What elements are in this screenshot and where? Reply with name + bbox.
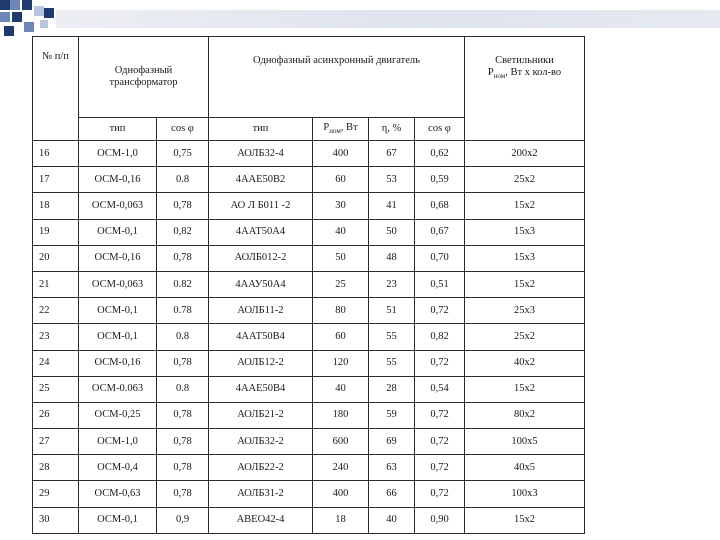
header-motor-power-unit: , Вт bbox=[340, 122, 358, 134]
table-row bbox=[33, 429, 585, 455]
cell-motor-cos: 0,62 bbox=[415, 141, 465, 167]
cell-num: 16 bbox=[33, 141, 79, 167]
cell-transformer-cos: 0.78 bbox=[157, 298, 209, 324]
table-row bbox=[33, 298, 585, 324]
cell-motor-type: АОЛБ31-2 bbox=[209, 481, 313, 507]
cell-lamps: 100х3 bbox=[465, 481, 585, 507]
cell-motor-eta: 41 bbox=[369, 193, 415, 219]
header-tr-type: тип bbox=[79, 118, 157, 141]
cell-motor-power: 120 bbox=[313, 350, 369, 376]
header-lamps-p: P bbox=[487, 67, 494, 79]
header-motor-cos: cos φ bbox=[415, 118, 465, 141]
cell-motor-type: АВЕО42-4 bbox=[209, 507, 313, 533]
cell-lamps: 40х5 bbox=[465, 455, 585, 481]
cell-motor-power: 50 bbox=[313, 245, 369, 271]
cell-motor-type: 4ААЕ50В4 bbox=[209, 376, 313, 402]
cell-motor-power: 80 bbox=[313, 298, 369, 324]
deco-square bbox=[12, 12, 22, 22]
cell-transformer-type: ОСМ-0,4 bbox=[79, 455, 157, 481]
table-row bbox=[33, 376, 585, 402]
cell-motor-power: 40 bbox=[313, 219, 369, 245]
cell-lamps: 25х2 bbox=[465, 324, 585, 350]
cell-motor-type: АОЛБ22-2 bbox=[209, 455, 313, 481]
table-body bbox=[33, 141, 585, 534]
cell-num: 28 bbox=[33, 455, 79, 481]
cell-motor-eta: 69 bbox=[369, 429, 415, 455]
cell-motor-type: АОЛБ12-2 bbox=[209, 350, 313, 376]
cell-motor-cos: 0,68 bbox=[415, 193, 465, 219]
cell-motor-power: 60 bbox=[313, 324, 369, 350]
table-row bbox=[33, 193, 585, 219]
cell-num: 30 bbox=[33, 507, 79, 533]
cell-motor-power: 400 bbox=[313, 141, 369, 167]
cell-transformer-type: ОСМ-0,063 bbox=[79, 271, 157, 297]
table-row bbox=[33, 271, 585, 297]
cell-motor-eta: 55 bbox=[369, 350, 415, 376]
cell-num: 17 bbox=[33, 167, 79, 193]
cell-motor-power: 60 bbox=[313, 167, 369, 193]
cell-lamps: 15х2 bbox=[465, 271, 585, 297]
cell-motor-cos: 0,72 bbox=[415, 481, 465, 507]
table-row bbox=[33, 350, 585, 376]
table-row bbox=[33, 167, 585, 193]
cell-transformer-type: ОСМ-0,16 bbox=[79, 245, 157, 271]
cell-motor-type: АОЛБ21-2 bbox=[209, 402, 313, 428]
cell-motor-type: АОЛБ32-4 bbox=[209, 141, 313, 167]
cell-transformer-type: ОСМ-0,16 bbox=[79, 350, 157, 376]
cell-transformer-cos: 0,78 bbox=[157, 245, 209, 271]
cell-motor-power: 180 bbox=[313, 402, 369, 428]
cell-motor-eta: 48 bbox=[369, 245, 415, 271]
cell-transformer-type: ОСМ-1,0 bbox=[79, 429, 157, 455]
cell-motor-type: АОЛБ11-2 bbox=[209, 298, 313, 324]
deco-square bbox=[44, 8, 54, 18]
cell-transformer-cos: 0,78 bbox=[157, 481, 209, 507]
cell-motor-cos: 0,59 bbox=[415, 167, 465, 193]
cell-lamps: 15х3 bbox=[465, 219, 585, 245]
cell-transformer-cos: 0,78 bbox=[157, 429, 209, 455]
cell-lamps: 25х3 bbox=[465, 298, 585, 324]
cell-transformer-type: ОСМ-0,1 bbox=[79, 298, 157, 324]
cell-transformer-type: ОСМ-0,1 bbox=[79, 324, 157, 350]
cell-transformer-type: ОСМ-0.063 bbox=[79, 376, 157, 402]
deco-square bbox=[10, 0, 20, 10]
header-num: № п/п bbox=[33, 37, 79, 141]
cell-num: 20 bbox=[33, 245, 79, 271]
table-row bbox=[33, 481, 585, 507]
cell-num: 27 bbox=[33, 429, 79, 455]
deco-square bbox=[40, 20, 48, 28]
cell-transformer-cos: 0,78 bbox=[157, 402, 209, 428]
cell-transformer-type: ОСМ-0,25 bbox=[79, 402, 157, 428]
cell-transformer-type: ОСМ-0,16 bbox=[79, 167, 157, 193]
cell-transformer-type: ОСМ-0,63 bbox=[79, 481, 157, 507]
table-row bbox=[33, 324, 585, 350]
header-motor: Однофазный асинхронный двигатель bbox=[209, 37, 465, 118]
table-row bbox=[33, 455, 585, 481]
cell-motor-power: 18 bbox=[313, 507, 369, 533]
header-row-top bbox=[33, 37, 585, 118]
cell-transformer-cos: 0.8 bbox=[157, 376, 209, 402]
table-row bbox=[33, 402, 585, 428]
cell-motor-power: 40 bbox=[313, 376, 369, 402]
cell-motor-type: 4ААУ50А4 bbox=[209, 271, 313, 297]
table-row bbox=[33, 219, 585, 245]
cell-motor-eta: 28 bbox=[369, 376, 415, 402]
cell-transformer-type: ОСМ-0,063 bbox=[79, 193, 157, 219]
cell-lamps: 40х2 bbox=[465, 350, 585, 376]
cell-motor-power: 240 bbox=[313, 455, 369, 481]
cell-transformer-type: ОСМ-0,1 bbox=[79, 507, 157, 533]
cell-motor-eta: 51 bbox=[369, 298, 415, 324]
header-motor-power-sub: ном bbox=[329, 127, 341, 136]
slide-decoration bbox=[0, 0, 720, 40]
cell-lamps: 15х2 bbox=[465, 193, 585, 219]
cell-motor-cos: 0,72 bbox=[415, 455, 465, 481]
variants-table bbox=[32, 36, 585, 534]
cell-motor-cos: 0,72 bbox=[415, 429, 465, 455]
cell-motor-eta: 63 bbox=[369, 455, 415, 481]
header-motor-power bbox=[313, 118, 369, 141]
deco-square bbox=[22, 0, 32, 10]
table-row bbox=[33, 245, 585, 271]
cell-transformer-cos: 0,78 bbox=[157, 455, 209, 481]
cell-motor-cos: 0,67 bbox=[415, 219, 465, 245]
cell-motor-cos: 0,72 bbox=[415, 350, 465, 376]
cell-motor-eta: 23 bbox=[369, 271, 415, 297]
cell-motor-cos: 0,72 bbox=[415, 298, 465, 324]
cell-motor-type: 4ААТ50А4 bbox=[209, 219, 313, 245]
cell-num: 26 bbox=[33, 402, 79, 428]
cell-motor-eta: 55 bbox=[369, 324, 415, 350]
cell-lamps: 15х3 bbox=[465, 245, 585, 271]
cell-transformer-cos: 0,75 bbox=[157, 141, 209, 167]
cell-motor-cos: 0,54 bbox=[415, 376, 465, 402]
cell-motor-power: 400 bbox=[313, 481, 369, 507]
cell-num: 24 bbox=[33, 350, 79, 376]
cell-transformer-cos: 0,82 bbox=[157, 219, 209, 245]
cell-motor-cos: 0,90 bbox=[415, 507, 465, 533]
cell-num: 22 bbox=[33, 298, 79, 324]
cell-transformer-cos: 0,78 bbox=[157, 350, 209, 376]
cell-transformer-cos: 0,9 bbox=[157, 507, 209, 533]
header-motor-power-p: P bbox=[323, 122, 330, 134]
header-lamps bbox=[465, 37, 585, 141]
cell-motor-power: 25 bbox=[313, 271, 369, 297]
cell-transformer-type: ОСМ-0,1 bbox=[79, 219, 157, 245]
cell-transformer-cos: 0.82 bbox=[157, 271, 209, 297]
cell-motor-eta: 66 bbox=[369, 481, 415, 507]
cell-motor-cos: 0,72 bbox=[415, 402, 465, 428]
cell-lamps: 100х5 bbox=[465, 429, 585, 455]
table-row bbox=[33, 507, 585, 533]
cell-num: 23 bbox=[33, 324, 79, 350]
header-tr-cos: cos φ bbox=[157, 118, 209, 141]
cell-motor-type: 4ААТ50В4 bbox=[209, 324, 313, 350]
deco-square bbox=[24, 22, 34, 32]
cell-motor-type: АО Л Б011 -2 bbox=[209, 193, 313, 219]
deco-square bbox=[34, 6, 44, 16]
cell-num: 25 bbox=[33, 376, 79, 402]
cell-num: 21 bbox=[33, 271, 79, 297]
header-motor-eta: η, % bbox=[369, 118, 415, 141]
cell-motor-eta: 40 bbox=[369, 507, 415, 533]
cell-transformer-type: ОСМ-1,0 bbox=[79, 141, 157, 167]
cell-motor-eta: 53 bbox=[369, 167, 415, 193]
header-lamps-sub: ном bbox=[493, 72, 506, 81]
deco-square bbox=[0, 0, 10, 10]
title-bar bbox=[56, 10, 720, 28]
cell-motor-cos: 0,82 bbox=[415, 324, 465, 350]
cell-motor-power: 600 bbox=[313, 429, 369, 455]
cell-num: 29 bbox=[33, 481, 79, 507]
header-motor-type: тип bbox=[209, 118, 313, 141]
cell-lamps: 15х2 bbox=[465, 376, 585, 402]
cell-num: 18 bbox=[33, 193, 79, 219]
cell-motor-cos: 0,51 bbox=[415, 271, 465, 297]
cell-motor-cos: 0,70 bbox=[415, 245, 465, 271]
deco-square bbox=[0, 12, 10, 22]
table-row bbox=[33, 141, 585, 167]
header-transformer: Однофазный трансформатор bbox=[79, 37, 209, 118]
cell-motor-eta: 50 bbox=[369, 219, 415, 245]
header-lamps-rest: , Вт х кол-во bbox=[505, 67, 562, 79]
cell-motor-eta: 67 bbox=[369, 141, 415, 167]
cell-motor-eta: 59 bbox=[369, 402, 415, 428]
cell-motor-type: АОЛБ32-2 bbox=[209, 429, 313, 455]
cell-transformer-cos: 0.8 bbox=[157, 167, 209, 193]
cell-lamps: 25х2 bbox=[465, 167, 585, 193]
cell-lamps: 80х2 bbox=[465, 402, 585, 428]
cell-lamps: 15х2 bbox=[465, 507, 585, 533]
cell-transformer-cos: 0.8 bbox=[157, 324, 209, 350]
cell-num: 19 bbox=[33, 219, 79, 245]
cell-motor-type: АОЛБ012-2 bbox=[209, 245, 313, 271]
deco-square bbox=[4, 26, 14, 36]
cell-motor-power: 30 bbox=[313, 193, 369, 219]
header-lamps-title: Светильники bbox=[495, 55, 554, 66]
cell-motor-type: 4ААЕ50В2 bbox=[209, 167, 313, 193]
cell-lamps: 200х2 bbox=[465, 141, 585, 167]
cell-transformer-cos: 0,78 bbox=[157, 193, 209, 219]
